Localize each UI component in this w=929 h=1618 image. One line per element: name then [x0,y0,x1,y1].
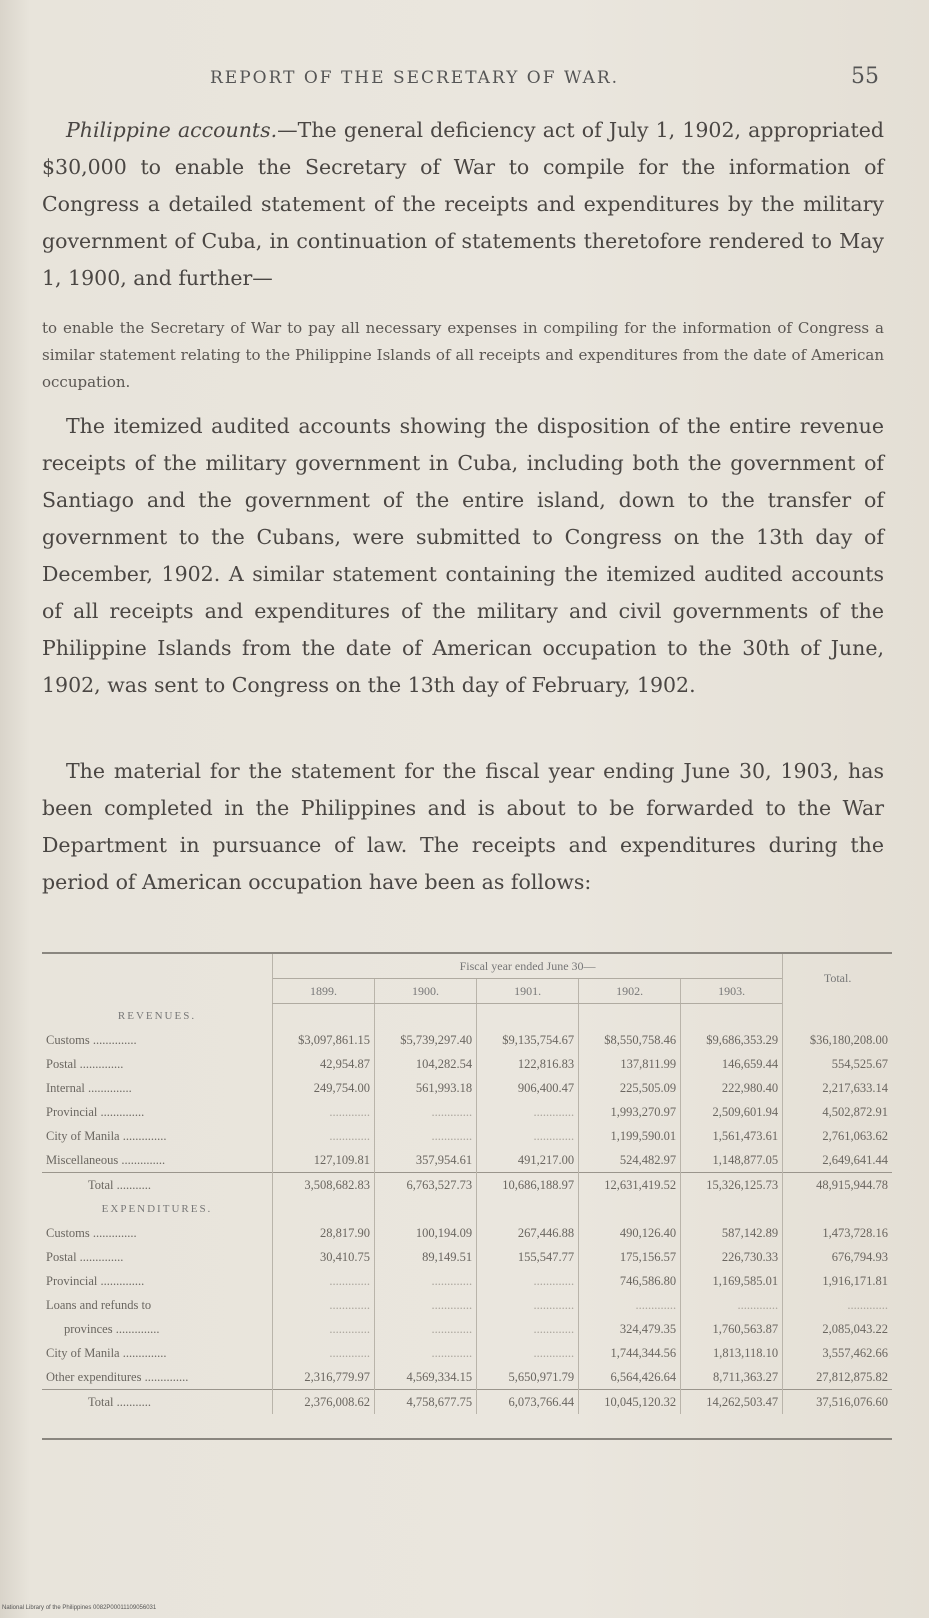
table-cell: 2,509,601.94 [681,1100,783,1124]
row-label: City of Manila .............. [46,1128,167,1143]
table-cell: ............. [375,1100,477,1124]
table-cell: ............. [375,1293,477,1317]
table-cell: 1,916,171.81 [783,1269,892,1293]
row-label: Provincial .............. [46,1273,145,1288]
table-cell: 746,586.80 [579,1269,681,1293]
table-cell: 12,631,419.52 [579,1173,681,1198]
table-cell: 3,557,462.66 [783,1341,892,1365]
table-cell: 127,109.81 [273,1148,375,1173]
table-cell: ............. [477,1100,579,1124]
year-header: 1902. [579,979,681,1004]
table-cell: ............. [477,1341,579,1365]
table-cell: 357,954.61 [375,1148,477,1173]
total-header: Total. [783,953,892,1004]
table-cell: ............. [477,1293,579,1317]
row-label: Postal .............. [46,1249,124,1264]
stub-header [42,953,273,1004]
table-cell: $9,135,754.67 [477,1028,579,1052]
row-label: provinces .............. [64,1321,160,1336]
table-cell: ............. [783,1293,892,1317]
paragraph-itemized-accounts: The itemized audited accounts showing the disposition of the entire revenue receipts of the military government in Cuba, including both the government of Santiago and the government of the entire island, down to the transfer of government to the Cubans, were submitted to Congress on the 13th day of December, 1902. A similar statement containing the itemized audited accounts of all receipts and expenditures of the military and civil governments of the Philippine Islands from the date of American occupation to the 30th of June, 1902, was sent to Congress on the 13th day of February, 1902. [42,414,884,697]
table-cell: 37,516,076.60 [783,1390,892,1415]
table-cell: ............. [273,1100,375,1124]
quoted-act-text: to enable the Secretary of War to pay all necessary expenses in compiling for the information of Congress a similar statement relating to the Philippine Islands of all receipts and expenditures from the date of American occupation. [42,319,884,391]
table-cell: 155,547.77 [477,1245,579,1269]
table-cell: 2,761,063.62 [783,1124,892,1148]
table-cell: 4,502,872.91 [783,1100,892,1124]
table-cell: 2,217,633.14 [783,1076,892,1100]
table-cell: 2,316,779.97 [273,1365,375,1390]
table-cell: 1,760,563.87 [681,1317,783,1341]
page-header [60,64,879,94]
table-cell: 14,262,503.47 [681,1390,783,1415]
row-label: Total ........... [42,1390,273,1415]
table-cell: $8,550,758.46 [579,1028,681,1052]
table-cell: $5,739,297.40 [375,1028,477,1052]
table-cell: 561,993.18 [375,1076,477,1100]
table-cell: 27,812,875.82 [783,1365,892,1390]
library-footer: National Library of the Philippines 0082P00011109056031 [2,1605,157,1611]
table-row [42,1293,892,1317]
table-row [42,1052,892,1076]
row-label: Miscellaneous .............. [46,1152,166,1167]
table-row [42,1245,892,1269]
table-cell: 100,194.09 [375,1221,477,1245]
table-cell: 226,730.33 [681,1245,783,1269]
table-cell: ............. [477,1124,579,1148]
table-cell: ............. [273,1269,375,1293]
table-cell: 15,326,125.73 [681,1173,783,1198]
table-row [42,1100,892,1124]
table-cell: $36,180,208.00 [783,1028,892,1052]
table-cell: 222,980.40 [681,1076,783,1100]
table-cell: ............. [273,1293,375,1317]
table-row [42,1148,892,1173]
table-cell: 8,711,363.27 [681,1365,783,1390]
row-label: Loans and refunds to [46,1297,152,1312]
row-label: Total ........... [42,1173,273,1198]
table-cell: 3,508,682.83 [273,1173,375,1198]
table-cell: $9,686,353.29 [681,1028,783,1052]
page-number: 55 [851,64,879,89]
table-row [42,1028,892,1052]
table-cell: 4,758,677.75 [375,1390,477,1415]
row-label: City of Manila .............. [46,1345,167,1360]
table-row [42,1341,892,1365]
total-row-expenditures [42,1390,892,1415]
table-cell: 42,954.87 [273,1052,375,1076]
paragraph-philippine-accounts [42,112,884,297]
table-cell: 906,400.47 [477,1076,579,1100]
table-row [42,1269,892,1293]
row-label: Provincial .............. [46,1104,145,1119]
paragraph-fiscal-material: The material for the statement for the fiscal year ending June 30, 1903, has been completed in the Philippines and is about to be forwarded to the War Department in pursuance of law. The receipts and expenditures during the period of American occupation have been as follows: [42,759,884,894]
table-cell: 1,199,590.01 [579,1124,681,1148]
table-cell: 28,817.90 [273,1221,375,1245]
table-row [42,1317,892,1341]
table-cell: 554,525.67 [783,1052,892,1076]
table-cell: 587,142.89 [681,1221,783,1245]
year-header: 1899. [273,979,375,1004]
table-cell: $3,097,861.15 [273,1028,375,1052]
table-cell: 1,169,585.01 [681,1269,783,1293]
table-cell: ............. [477,1317,579,1341]
table-cell: 1,148,877.05 [681,1148,783,1173]
table-cell: 137,811.99 [579,1052,681,1076]
row-label: Internal .............. [46,1080,132,1095]
table-cell: 491,217.00 [477,1148,579,1173]
table-cell: 122,816.83 [477,1052,579,1076]
paragraph-text: —The general deficiency act of July 1, 1902, appropriated $30,000 to enable the Secretary of War to compile for the information of Congress a detailed statement of the receipts and expenditures by the military government of Cuba, in continuation of statements theretofore rendered to May 1, 1900, and further— [42,118,884,290]
paragraph-lead-italic: Philippine accounts. [66,118,278,142]
table-cell: 267,446.88 [477,1221,579,1245]
table-cell: 249,754.00 [273,1076,375,1100]
table-cell: ............. [477,1269,579,1293]
receipts-expenditures-table [42,952,892,1440]
table-cell: 6,763,527.73 [375,1173,477,1198]
table-cell: 1,744,344.56 [579,1341,681,1365]
table-cell: 490,126.40 [579,1221,681,1245]
table-row [42,1076,892,1100]
table-cell: ............. [579,1293,681,1317]
fiscal-year-header: Fiscal year ended June 30— [273,953,783,979]
table-cell: 10,045,120.32 [579,1390,681,1415]
section-heading-revenues: REVENUES. [117,1009,197,1022]
table-cell: ............. [375,1341,477,1365]
table-cell: ............. [273,1317,375,1341]
table-cell: 6,564,426.64 [579,1365,681,1390]
table-cell: 175,156.57 [579,1245,681,1269]
table-cell: 524,482.97 [579,1148,681,1173]
table-cell: 4,569,334.15 [375,1365,477,1390]
table-cell: 30,410.75 [273,1245,375,1269]
table-cell: 104,282.54 [375,1052,477,1076]
table-cell: 324,479.35 [579,1317,681,1341]
year-header: 1901. [477,979,579,1004]
table-cell: 48,915,944.78 [783,1173,892,1198]
table-cell: 89,149.51 [375,1245,477,1269]
table-row [42,1365,892,1390]
section-heading-expenditures: EXPENDITURES. [101,1203,213,1215]
table-cell: ............. [375,1317,477,1341]
table-cell: 1,561,473.61 [681,1124,783,1148]
year-header: 1903. [681,979,783,1004]
table-cell: 5,650,971.79 [477,1365,579,1390]
running-head: REPORT OF THE SECRETARY OF WAR. [210,68,620,88]
row-label: Other expenditures .............. [46,1369,189,1384]
table-cell: 10,686,188.97 [477,1173,579,1198]
table-cell: 1,813,118.10 [681,1341,783,1365]
table-row [42,1221,892,1245]
table-cell: ............. [681,1293,783,1317]
table-row [42,1124,892,1148]
table-cell: 6,073,766.44 [477,1390,579,1415]
table-cell: 1,473,728.16 [783,1221,892,1245]
table-cell: 146,659.44 [681,1052,783,1076]
row-label: Postal .............. [46,1056,124,1071]
table-cell: ............. [273,1124,375,1148]
table-cell: 225,505.09 [579,1076,681,1100]
row-label: Customs .............. [46,1032,137,1047]
row-label: Customs .............. [46,1225,137,1240]
year-header: 1900. [375,979,477,1004]
table-cell: 676,794.93 [783,1245,892,1269]
table-cell: 2,376,008.62 [273,1390,375,1415]
table-cell: ............. [375,1124,477,1148]
table-cell: 2,085,043.22 [783,1317,892,1341]
table-body [42,1004,892,1440]
table-cell: 2,649,641.44 [783,1148,892,1173]
table-cell: ............. [375,1269,477,1293]
table-cell: ............. [273,1341,375,1365]
table-cell: 1,993,270.97 [579,1100,681,1124]
total-row-revenues [42,1173,892,1198]
